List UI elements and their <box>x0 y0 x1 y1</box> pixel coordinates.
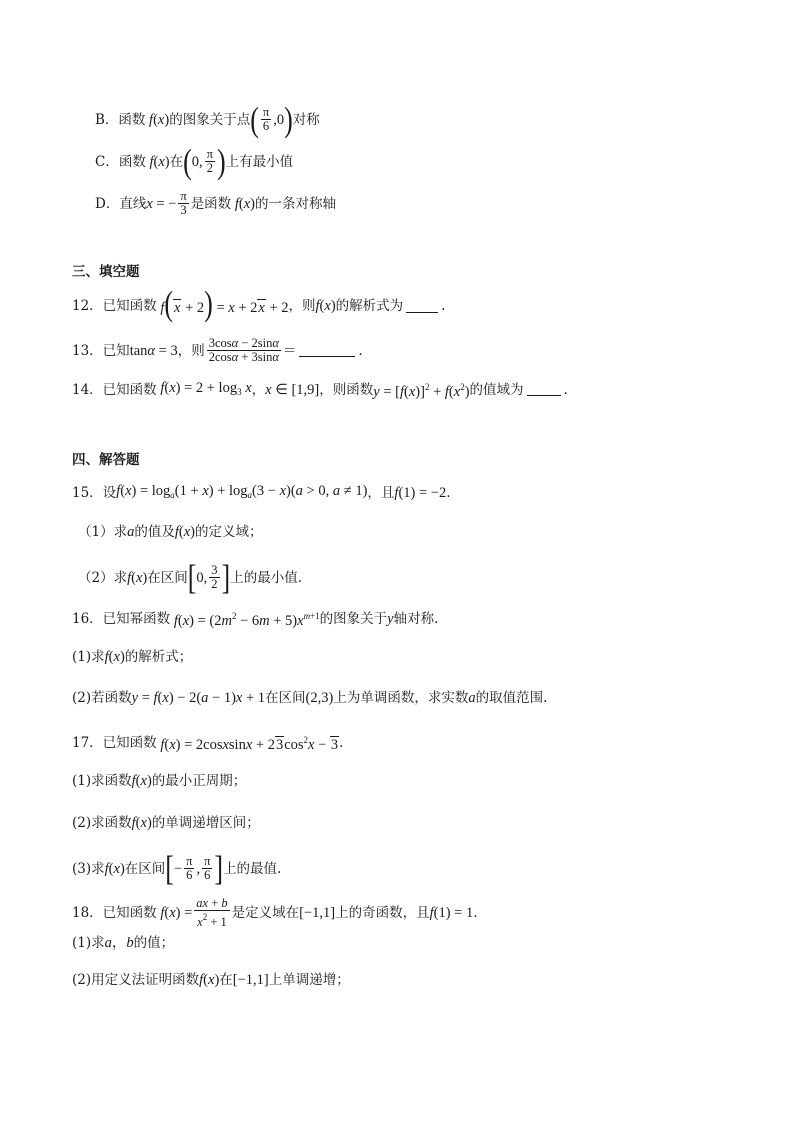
q16-end2: 轴对称. <box>393 610 439 627</box>
q15-part-2 <box>78 557 303 597</box>
option-c-end: 上有最小值 <box>225 153 294 170</box>
q14-end: 的值域为 <box>469 381 524 398</box>
math: $\frac{3}{2}$ <box>211 563 218 591</box>
q18-p1: (1)求 <box>72 935 105 951</box>
option-b <box>95 99 320 139</box>
math: $f(x) = \log_a(1 + x) + \log_a(3 - x)(a > 0$, a ≠ 1) <box>116 483 368 500</box>
math: f(x) <box>104 860 125 877</box>
q17-part-1 <box>72 771 246 791</box>
q18-p2b: 在 <box>219 972 233 988</box>
question-18 <box>72 897 478 929</box>
q18-p2: (2)用定义法证明函数 <box>72 972 200 988</box>
q15-p2b: 在区间 <box>147 569 188 586</box>
math: 0, <box>196 569 208 586</box>
q18-mid2: 上的奇函数，且 <box>335 905 430 921</box>
math: f(x) = <box>160 905 193 921</box>
q15-mid: ，且 <box>367 485 395 501</box>
period: . <box>446 485 451 501</box>
q17-p1b: 的最小正周期； <box>151 773 247 789</box>
math: a，b <box>104 935 134 951</box>
q15-text: 15．设 <box>72 485 117 501</box>
option-c-text: 在 <box>169 153 184 170</box>
option-d-label: D．直线 <box>95 195 147 212</box>
q15-p2: （2）求 <box>78 569 128 586</box>
math: f(x) <box>131 815 152 831</box>
math: f(x) = 2cosxsinx + $23\cos^2x - 3$ <box>160 735 339 753</box>
q16-p2: (2)若函数 <box>72 690 132 706</box>
q16-p2c: 上为单调函数，求实数 <box>333 690 469 706</box>
answer-blank <box>527 383 561 396</box>
q17-p3c: 上的最值. <box>223 860 282 877</box>
math: $\frac{\pi}{2}$ <box>206 147 213 175</box>
math: x = − <box>146 195 177 212</box>
q18-p1b: 的值； <box>133 935 175 951</box>
option-d-text: 是函数 <box>190 195 232 212</box>
option-d <box>95 190 336 217</box>
q13-mid: ，则 <box>177 342 205 359</box>
math: [−1,1] <box>232 972 269 988</box>
math: a <box>127 524 135 540</box>
period: . <box>358 342 363 359</box>
q14-text: 14．已知函数 <box>72 381 157 398</box>
math: f(1) = −2 <box>394 485 447 501</box>
math: f(x) <box>104 649 125 665</box>
option-d-end: 的一条对称轴 <box>254 195 336 212</box>
question-12 <box>72 283 446 323</box>
math: f(x) <box>174 524 195 540</box>
math: $\frac{3\cos\alpha - 2\sin\alpha}{2\cos\alpha + 3\sin\alpha}$ <box>208 336 279 364</box>
q16-p2d: 的取值范围. <box>475 690 548 706</box>
math: f(x) <box>149 153 170 170</box>
q18-text: 18．已知函数 <box>72 905 157 921</box>
math: $y = [f(x)]^2 + f(x^2)$ <box>373 382 470 400</box>
section-heading-answer: 四、解答题 <box>72 452 140 468</box>
math: tanα = 3 <box>129 342 178 359</box>
math: ) <box>216 141 226 181</box>
q17-p1: (1)求函数 <box>72 773 132 789</box>
q16-p2b: 在区间 <box>265 690 306 706</box>
answer-blank <box>299 344 355 357</box>
math: $\frac{\pi}{3}$ <box>180 189 187 217</box>
math: f(x) <box>127 569 148 586</box>
math: ,0 <box>273 111 285 128</box>
math: $f(x) = 2 + \log_3 x$ <box>160 379 252 397</box>
math: y = f(x) − 2(a − 1)x + 1 <box>131 690 266 706</box>
q17-p2b: 的单调递增区间； <box>151 815 260 831</box>
math: f(x) <box>149 111 170 128</box>
q12-mid: ，则 <box>288 298 316 314</box>
option-b-label: B．函数 <box>95 111 146 128</box>
q16-p1b: 的解析式； <box>124 649 193 665</box>
q16-part-1 <box>72 647 192 667</box>
math: f(x) <box>131 773 152 789</box>
q14-mid1: ， <box>251 381 266 398</box>
math: [ <box>187 557 197 597</box>
option-b-text: 的图象关于点 <box>169 111 251 128</box>
question-15 <box>72 481 451 505</box>
q15-p1c: 的定义域； <box>195 524 263 540</box>
math: $\frac{\pi}{6}$ <box>186 854 193 882</box>
q16-part-2 <box>72 688 547 708</box>
math: [−1,1] <box>299 905 336 921</box>
q16-end: 的图象关于 <box>319 610 388 627</box>
q15-p2c: 上的最小值. <box>230 569 303 586</box>
math: ( <box>250 99 259 139</box>
question-16 <box>72 606 438 631</box>
q15-part-1 <box>78 522 263 542</box>
math: a <box>468 690 476 706</box>
math: (2,3) <box>305 690 334 706</box>
period: . <box>339 734 344 751</box>
q17-part-2 <box>72 813 260 833</box>
q17-part-3 <box>72 848 282 888</box>
q15-p1: （1）求 <box>78 524 128 540</box>
q17-p3b: 在区间 <box>124 860 166 877</box>
q18-mid: 是定义域在 <box>231 905 300 921</box>
q13-text: 13．已知 <box>72 342 130 359</box>
math: f(1) = 1 <box>429 905 474 921</box>
math: f(x) <box>199 972 220 988</box>
math: − <box>173 860 183 877</box>
q17-text: 17．已知函数 <box>72 734 157 751</box>
q16-text: 16．已知幂函数 <box>72 610 171 627</box>
q18-p2c: 上单调递增； <box>268 972 350 988</box>
q18-part-1 <box>72 933 174 953</box>
period: . <box>473 905 478 921</box>
math: $\frac{\pi}{6}$ <box>204 854 211 882</box>
math: $\frac{ax + b}{x^2 + 1}$ <box>196 896 228 929</box>
q12-end: 的解析式为 <box>335 298 404 314</box>
math: f(x) <box>315 298 336 314</box>
math: ] <box>221 557 231 597</box>
math: x ∈ [1,9] <box>265 381 320 398</box>
question-13 <box>72 337 363 364</box>
math: ) <box>284 99 293 139</box>
option-c-label: C．函数 <box>95 153 146 170</box>
q17-p3: (3)求 <box>72 860 105 877</box>
period: . <box>563 381 568 398</box>
option-b-end: 对称 <box>292 111 320 128</box>
q15-p1b: 的值及 <box>134 524 175 540</box>
math: y <box>387 610 394 627</box>
section-heading-fill: 三、填空题 <box>72 264 140 280</box>
q18-part-2 <box>72 970 350 990</box>
answer-blank <box>406 300 438 313</box>
math: $\frac{\pi}{6}$ <box>262 105 270 133</box>
q12-text: 12．已知函数 <box>72 298 157 314</box>
period: . <box>441 298 446 314</box>
q13-end: ＝ <box>282 342 297 359</box>
math: f(x) <box>234 195 255 212</box>
question-17 <box>72 730 343 755</box>
math: 0, <box>191 153 203 170</box>
q16-p1: (1)求 <box>72 649 105 665</box>
math: ] <box>214 848 224 888</box>
math: [ <box>165 848 174 888</box>
question-14 <box>72 377 568 402</box>
q14-mid2: ，则函数 <box>319 381 374 398</box>
math: ( <box>183 141 192 181</box>
math: f(x + 2) = x + 2x + 2 <box>160 283 289 323</box>
math: $f(x) = (2m^2 - 6m + 5)x^{m+1}$ <box>173 611 320 629</box>
math: , <box>196 860 201 877</box>
q17-p2: (2)求函数 <box>72 815 132 831</box>
option-c <box>95 141 294 181</box>
